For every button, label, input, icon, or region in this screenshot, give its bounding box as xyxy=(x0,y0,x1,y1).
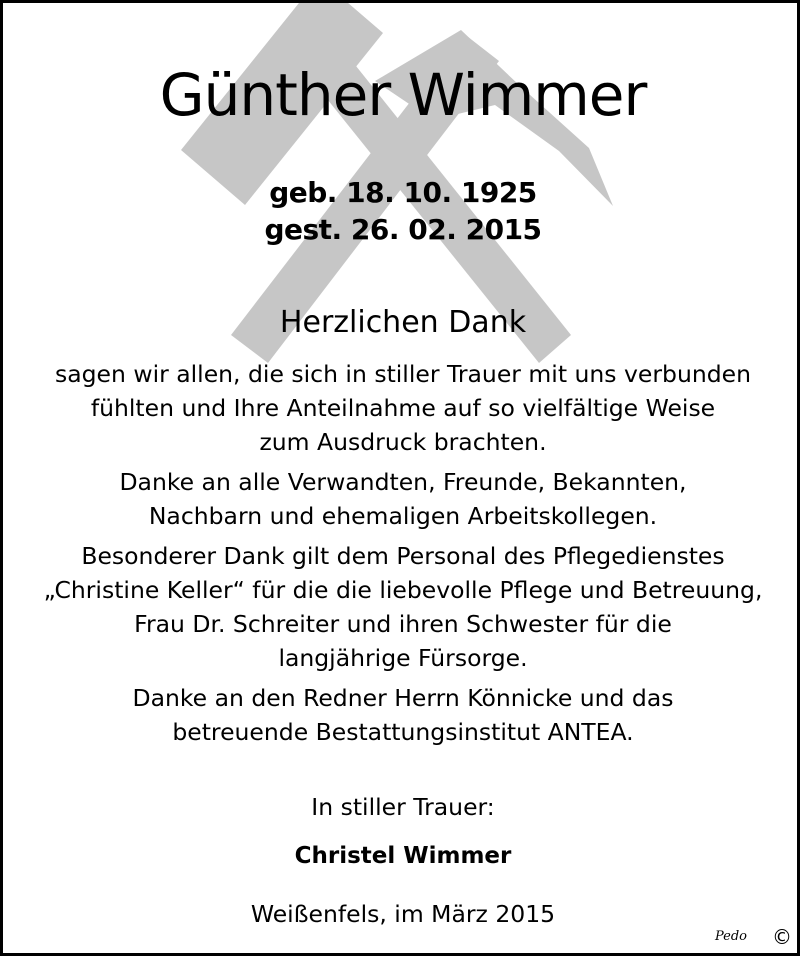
body-line: Besonderer Dank gilt dem Personal des Pflegedienstes xyxy=(81,542,725,570)
body-line: sagen wir allen, die sich in stiller Trauer mit uns verbunden xyxy=(54,360,752,388)
thanks-heading: Herzlichen Dank xyxy=(279,305,527,340)
signer-name: Christel Wimmer xyxy=(294,843,512,869)
body-line: betreuende Bestattungsinstitut ANTEA. xyxy=(172,718,634,746)
death-date: gest. 26. 02. 2015 xyxy=(264,213,542,246)
birth-date: geb. 18. 10. 1925 xyxy=(269,176,537,209)
body-line: Nachbarn und ehemaligen Arbeitskollegen. xyxy=(148,502,658,530)
body-line: zum Ausdruck brachten. xyxy=(259,428,547,456)
deceased-name: Günther Wimmer xyxy=(159,61,647,129)
body-line: Frau Dr. Schreiter und ihren Schwester für die xyxy=(134,610,672,638)
closing-line: In stiller Trauer: xyxy=(311,793,495,821)
designer-signature: Pedo xyxy=(715,929,748,944)
body-line: Danke an den Redner Herrn Könnicke und das xyxy=(132,684,674,712)
place-date: Weißenfels, im März 2015 xyxy=(250,900,556,928)
body-line: Danke an alle Verwandten, Freunde, Bekannten, xyxy=(119,468,687,496)
body-line: „Christine Keller“ für die die liebevolle Pflege und Betreuung, xyxy=(43,576,763,604)
copyright-icon: © xyxy=(772,925,792,949)
body-line: fühlten und Ihre Anteilnahme auf so vielfältige Weise xyxy=(90,394,716,422)
body-line: langjährige Fürsorge. xyxy=(278,644,528,672)
